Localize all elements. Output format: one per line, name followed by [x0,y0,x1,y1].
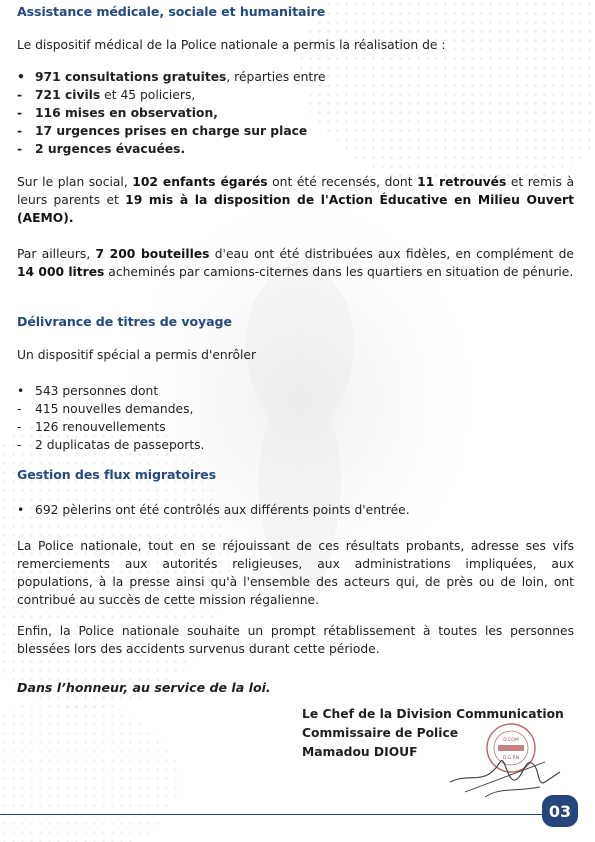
travel-intro: Un dispositif spécial a permis d'enrôler [17,348,257,362]
signatory-title: Le Chef de la Division Communication [302,707,564,721]
list-item: • 543 personnes dont [17,384,159,398]
social-paragraph: Sur le plan social, 102 enfants égarés ont été recensés, dont 11 retrouvés et remis à leurs parents et 19 mis à la disposition de l'Action Éducative en Milieu Ouvert (AEMO). [17,175,574,225]
heading-migration: Gestion des flux migratoires [17,467,217,482]
footer-rule [0,814,548,815]
heading-travel: Délivrance de titres de voyage [17,314,232,329]
handwritten-signature [445,742,565,802]
list-item: - 2 urgences évacuées. [17,142,186,156]
wishes-paragraph: Enfin, la Police nationale souhaite un prompt rétablissement à toutes les personnes blessées lors des accidents survenus durant cette période. [17,624,574,656]
svg-text:D.G.P.N: D.G.P.N [502,756,520,761]
signatory-rank: Commissaire de Police [302,726,459,740]
migration-list [17,501,410,519]
thanks-paragraph: La Police nationale, tout en se réjouissant de ces résultats probants, adresse ses vifs remerciements aux autorités religieuses, aux administrations impliquées, aux populations, à la presse ainsi qu'à l'ensemble des acteurs qui, de près ou de loin, ont contribué au succès de cette mission régalienne. [17,539,574,607]
svg-text:D.COM: D.COM [503,738,519,743]
signatory-name: Mamadou DIOUF [302,745,418,759]
closing-motto: Dans l’honneur, au service de la loi. [17,680,271,695]
medical-list [17,68,326,158]
list-item: • 692 pèlerins ont été contrôlés aux différents points d'entrée. [17,503,410,517]
list-item: - 17 urgences prises en charge sur place [17,124,308,138]
list-item: • 971 consultations gratuites, réparties entre [17,70,326,84]
water-paragraph: Par ailleurs, 7 200 bouteilles d'eau ont été distribuées aux fidèles, en complément de 14 000 litres acheminés par camions-citernes dans les quartiers en situation de pénurie. [17,247,574,279]
travel-list [17,382,204,454]
medical-intro: Le dispositif médical de la Police nationale a permis la réalisation de : [17,38,446,52]
heading-medical: Assistance médicale, sociale et humanitaire [17,4,326,19]
page-number-badge: 03 [542,795,578,827]
list-item: - 126 renouvellements [17,420,166,434]
list-item: - 116 mises en observation, [17,106,218,120]
list-item: - 2 duplicatas de passeports. [17,438,205,452]
list-item: - 415 nouvelles demandes, [17,402,194,416]
list-item: - 721 civils et 45 policiers, [17,88,196,102]
